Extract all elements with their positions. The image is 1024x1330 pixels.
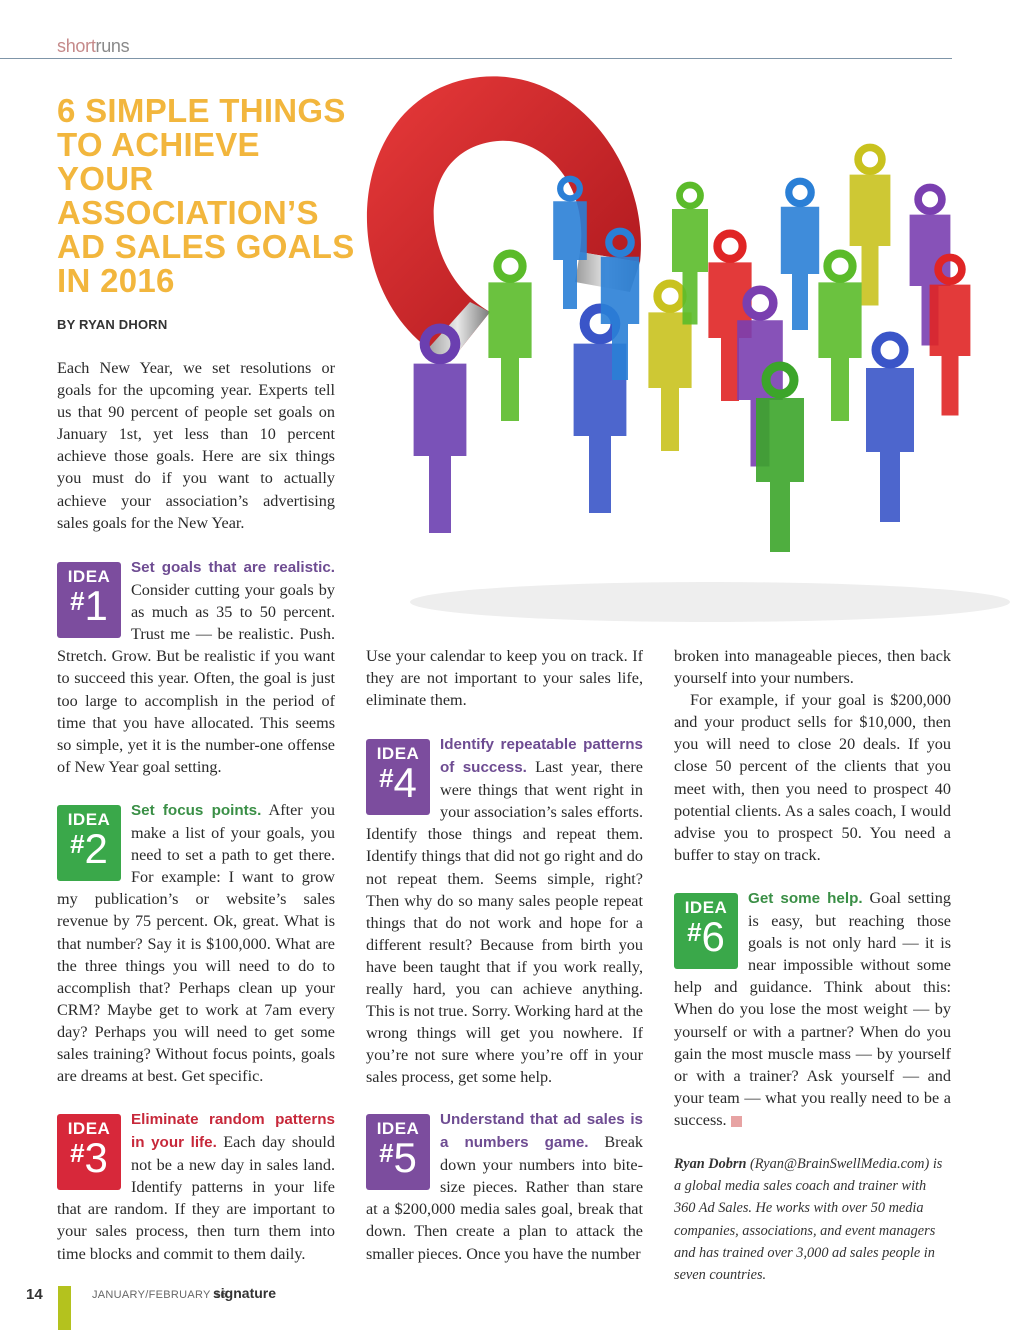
section-tag: shortruns: [57, 36, 130, 56]
page-number: 14: [26, 1286, 43, 1303]
idea-6-badge: IDEA #6: [674, 893, 738, 969]
idea-6: IDEA #6 Get some help. Goal setting is easy, but reaching those goals is not only hard — it is near impossible without some help and guidance. Think about this: When do you lose the most weight — by yourself or with a partner? When do you gain the most muscle mass — by yourself or with a trainer? Ask yourself — and your team — what you really need to be a success.: [674, 889, 951, 1129]
person-figure-icon: [818, 254, 861, 421]
col3-text: broken into manageable pieces, then back yourself into your numbers. For example, if your goal is $200,000 and your product sells for $10,000, then you will need to close 20 deals. If you close 50 percent of the clients that you meet with, then you need to prospect 40 potential clients. As a sales coach, I would advise you to prospect 50. You need a buffer to stay on track.: [674, 647, 951, 864]
header-rule: [0, 58, 952, 59]
idea-1-badge: IDEA #1: [57, 562, 121, 638]
idea-3-badge: IDEA #3: [57, 1114, 121, 1190]
idea-5: IDEA #5 Understand that ad sales is a numbers game. Break down your numbers into bite-size pieces. Rather than stare at a $200,000 media sales goal, break that down. Then create a plan to attack the smaller pieces. Once you have the number: [366, 1111, 644, 1263]
person-figure-icon: [866, 336, 914, 522]
byline: BY RYAN DHORN: [57, 317, 168, 332]
intro-paragraph: Each New Year, we set resolutions or goals for the upcoming year. Experts tell us that 90 percent of people set goals on January 1st, yet less than 10 percent achieve those goals. Here are six things you must do if you want to actually achieve your association’s advertising sales goals for the New Year.: [57, 359, 335, 532]
person-figure-icon: [781, 181, 819, 330]
idea-4: IDEA #4 Identify repeatable patterns of success. Last year, there were things that went right in your association’s sales efforts. Identify those things and repeat them. Identify things that did not go right and do not repeat them. Seems simple, right? Then why do so many sales people repeat things that do not work and hope for a different result? Because from birth you have been taught that if you work really, really hard, you can achieve anything. This is not true. Sorry. Working hard at the wrong things will get you nowhere. If you’re not sure where you’re off in your sales process, get some help.: [366, 736, 643, 1087]
idea-2: IDEA #2 Set focus points. After you make a list of your goals, you need to set a path to get there. For example: I want to grow my publication’s or website’s sales revenue by 75 percent. Ok, great. What is that number? Say it is $100,000. What are the three things you will need to do to accomplish that? Perhaps clean up your CRM? Maybe get to work at 7am every day? Perhaps you will need to get some sales training? Without focus points, goals are dreams at best. Get specific.: [57, 801, 335, 1086]
idea-5-badge: IDEA #5: [366, 1114, 430, 1190]
author-bio: Ryan Dobrn (Ryan@BrainSwellMedia.com) is a global media sales coach and trainer with 360 Ad Sales. He works with over 50 media companies, associations, and event managers and has trained over 3,000 ad sales people in seven countries.: [674, 1156, 943, 1284]
article-headline: 6 SIMPLE THINGS TO ACHIEVE YOUR ASSOCIATION’S AD SALES GOALS IN 2016: [57, 92, 355, 299]
person-figure-icon: [850, 147, 891, 305]
end-mark-icon: [731, 1116, 742, 1127]
magazine-name: signature: [213, 1285, 277, 1301]
idea-3: IDEA #3 Eliminate random patterns in your life. Each day should not be a new day in sales land. Identify patterns in your life that are random. If they are important to your sales process, then turn them into time blocks and commit to them daily.: [57, 1111, 335, 1263]
idea-1: IDEA #1 Set goals that are realistic. Consider cutting your goals by as much as 35 to 50 percent. Trust me — be realistic. Push. Stretch. Grow. But be realistic if you want to succeed this year. Often, the goal is just too large to accomplish in the period of time that you have allocated. This seems so simple, yet it is the number-one offense of New Year goal setting.: [57, 559, 335, 776]
person-figure-icon: [488, 254, 531, 421]
col2-top-text: Use your calendar to keep you on track. If they are not important to your sales life, eliminate them.: [366, 647, 643, 710]
magnet-people-illustration: [330, 62, 1024, 640]
idea-2-badge: IDEA #2: [57, 805, 121, 881]
issue-date: JANUARY/FEBRUARY 16: [92, 1289, 227, 1301]
footer-accent-bar: [58, 1286, 71, 1330]
idea-4-badge: IDEA #4: [366, 739, 430, 815]
person-figure-icon: [414, 328, 467, 533]
people-figures: [414, 147, 971, 552]
